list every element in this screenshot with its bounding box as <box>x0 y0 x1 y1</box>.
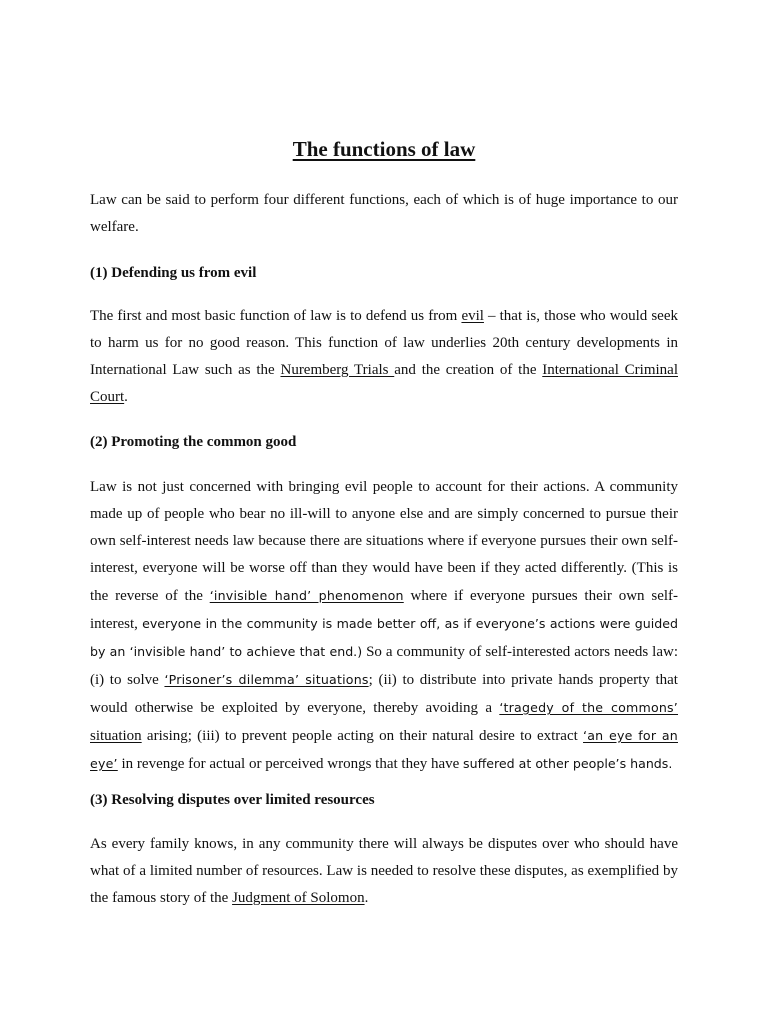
link-eye-for-an-eye[interactable]: ‘an eye for an eye’ <box>90 728 678 771</box>
paragraph-text-alt-font: everyone in the community is made better off, as if everyone’s actions were guided by an ‘invisible hand’ to achieve that end.) <box>90 616 678 659</box>
section-heading-disputes: (3) Resolving disputes over limited resources <box>90 792 375 808</box>
section-paragraph-disputes <box>90 831 678 912</box>
link-prisoners-dilemma[interactable]: ‘Prisoner’s dilemma’ situations <box>164 672 369 687</box>
link-invisible-hand[interactable]: ‘invisible hand’ phenomenon <box>209 588 404 603</box>
paragraph-text: . <box>124 389 128 405</box>
page-title: The functions of law <box>292 137 476 161</box>
paragraph-text-alt-font: suffered at other people’s hands. <box>463 756 673 771</box>
paragraph-text: The first and most basic function of law is to defend us from <box>90 308 462 324</box>
link-tragedy-of-the-commons[interactable]: ‘tragedy of the commons’ <box>499 700 679 715</box>
link-nuremberg-trials[interactable]: Nuremberg Trials <box>280 362 395 378</box>
link-judgment-of-solomon[interactable]: Judgment of Solomon <box>232 890 365 906</box>
link-international-criminal-court[interactable]: International Criminal Court <box>90 362 678 405</box>
paragraph-text: As every family knows, in any community there will always be disputes over who should have what of a limited number of resources. Law is needed to resolve these disputes, as exemplified by the famous story of the <box>90 836 678 906</box>
intro-paragraph: Law can be said to perform four different functions, each of which is of huge importance to our welfare. <box>90 192 678 235</box>
section-heading-common-good: (2) Promoting the common good <box>90 434 297 450</box>
paragraph-text: arising; (iii) to prevent people acting on their natural desire to extract <box>141 728 584 744</box>
section-paragraph-defending <box>90 303 678 411</box>
paragraph-text: Law is not just concerned with bringing evil people to account for their actions. A community made up of people who bear no ill-will to anyone else and are simply concerned to pursue their own self-interest needs law because there are situations where if everyone pursues their own self-interest, everyone will be worse off than they would have been if they acted differently. (This is the reverse of the <box>90 479 678 604</box>
paragraph-text: – that is, those who would seek to harm us for no good reason. This function of law underlies 20th century developments in International Law such as the <box>90 308 678 378</box>
section-heading-defending: (1) Defending us from evil <box>90 265 257 281</box>
paragraph-text: So a community of self-interested actors needs law: (i) to solve <box>90 644 679 688</box>
section-paragraph-common-good <box>90 474 678 778</box>
paragraph-text: where if everyone pursues their own self-interest, <box>90 588 679 632</box>
paragraph-text: . <box>364 890 369 906</box>
paragraph-text: in revenge for actual or perceived wrongs that they have <box>117 756 464 772</box>
paragraph-text: ; (ii) to distribute into private hands property that would otherwise be exploited by everyone, thereby avoiding a <box>90 672 678 716</box>
link-situation[interactable]: situation <box>90 728 142 744</box>
link-evil[interactable]: evil <box>461 308 484 324</box>
paragraph-text: and the creation of the <box>394 362 543 378</box>
